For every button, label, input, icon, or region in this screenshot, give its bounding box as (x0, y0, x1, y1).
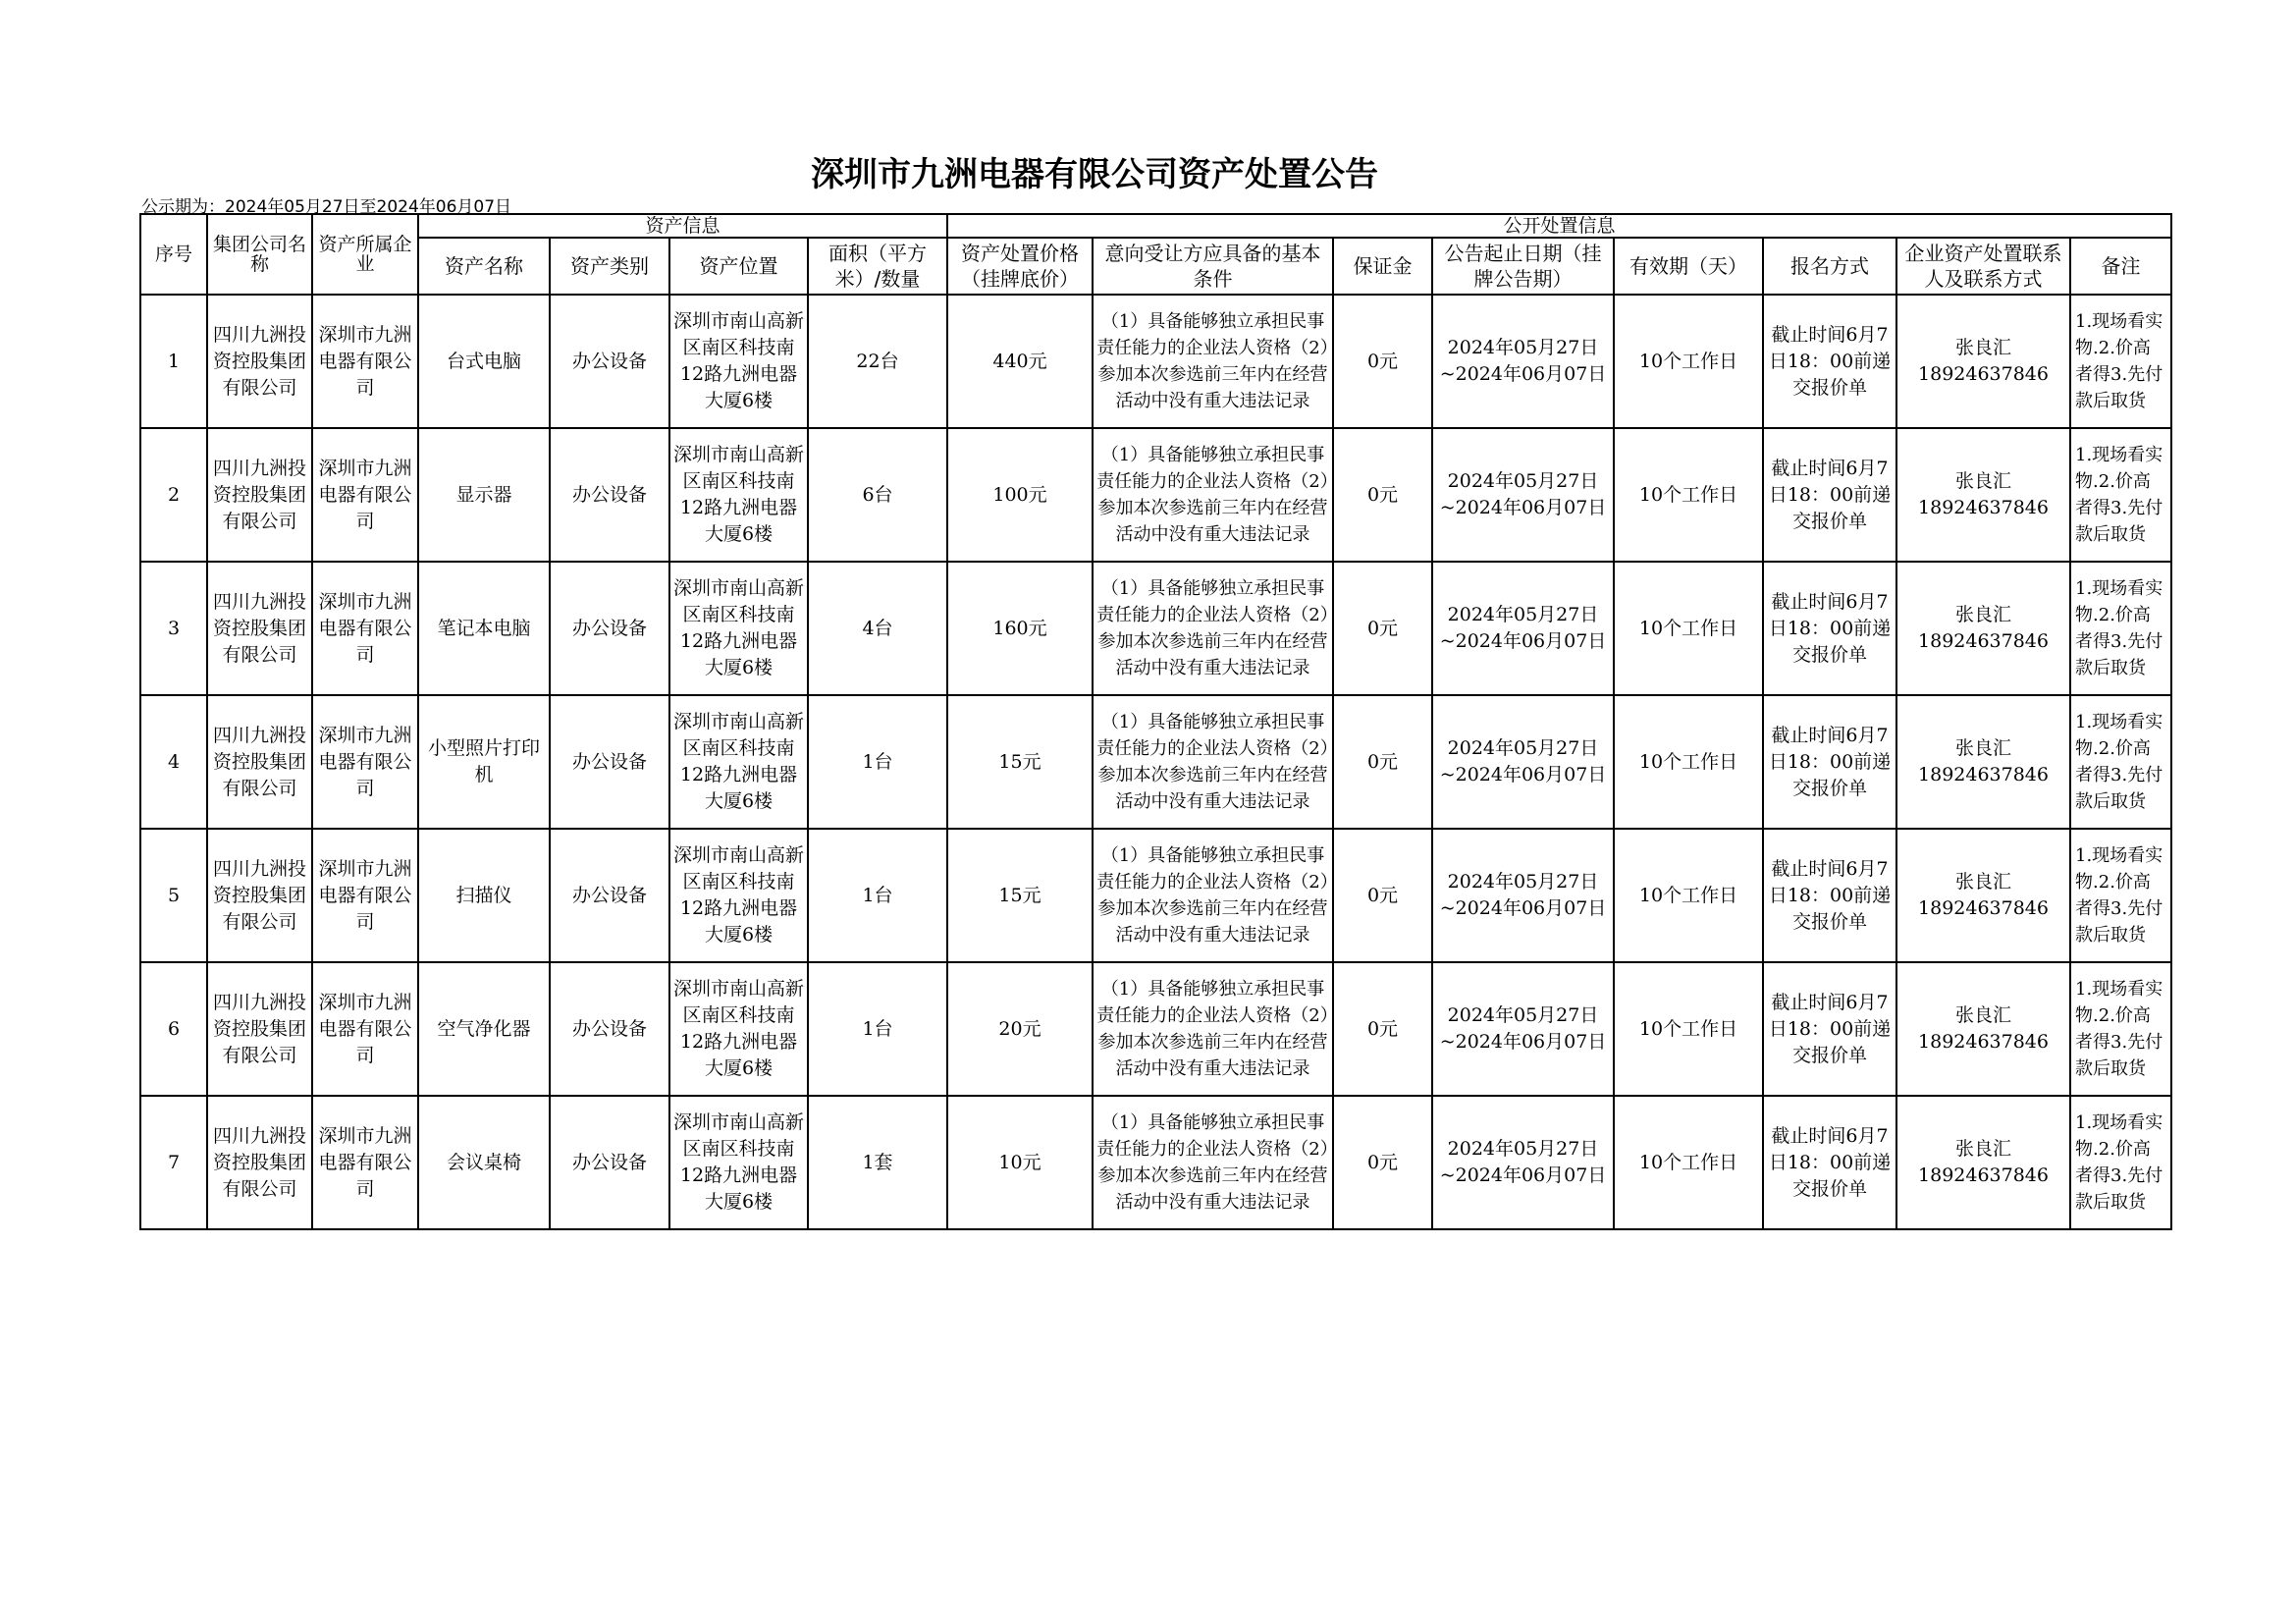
owning-company-cell: 深圳市九洲电器有限公司 (312, 428, 418, 562)
asset-location-cell: 深圳市南山高新区南区科技南12路九洲电器大厦6楼 (669, 1096, 808, 1229)
contact-cell: 张良汇 18924637846 (1896, 428, 2070, 562)
row-number-cell: 3 (140, 562, 207, 695)
price-cell: 15元 (947, 695, 1093, 829)
announcement-dates-cell: 2024年05月27日~2024年06月07日 (1432, 962, 1614, 1096)
validity-cell: 10个工作日 (1614, 562, 1763, 695)
table-row (140, 1096, 2171, 1229)
header-cell: 资产名称 (418, 238, 550, 295)
price-cell: 15元 (947, 829, 1093, 962)
owning-company-cell: 深圳市九洲电器有限公司 (312, 695, 418, 829)
announcement-dates-cell: 2024年05月27日~2024年06月07日 (1432, 829, 1614, 962)
signup-method-cell: 截止时间6月7日18：00前递交报价单 (1763, 829, 1896, 962)
asset-category-cell: 办公设备 (550, 695, 669, 829)
asset-name-cell: 扫描仪 (418, 829, 550, 962)
asset-name-cell: 笔记本电脑 (418, 562, 550, 695)
group-header-asset-info: 资产信息 (418, 214, 947, 238)
conditions-cell: （1）具备能够独立承担民事责任能力的企业法人资格（2）参加本次参选前三年内在经营活动中没有重大违法记录 (1093, 962, 1333, 1096)
group-company-cell: 四川九洲投资控股集团有限公司 (207, 962, 312, 1096)
asset-name-cell: 台式电脑 (418, 295, 550, 428)
asset-location-cell: 深圳市南山高新区南区科技南12路九洲电器大厦6楼 (669, 695, 808, 829)
price-cell: 160元 (947, 562, 1093, 695)
header-cell: 面积（平方米）/数量 (808, 238, 947, 295)
owning-company-cell: 深圳市九洲电器有限公司 (312, 562, 418, 695)
asset-location-cell: 深圳市南山高新区南区科技南12路九洲电器大厦6楼 (669, 562, 808, 695)
validity-cell: 10个工作日 (1614, 1096, 1763, 1229)
validity-cell: 10个工作日 (1614, 962, 1763, 1096)
header-cell: 备注 (2070, 238, 2171, 295)
asset-name-cell: 会议桌椅 (418, 1096, 550, 1229)
row-number-cell: 4 (140, 695, 207, 829)
row-number-cell: 7 (140, 1096, 207, 1229)
contact-cell: 张良汇 18924637846 (1896, 562, 2070, 695)
price-cell: 440元 (947, 295, 1093, 428)
header-cell: 报名方式 (1763, 238, 1896, 295)
owning-company-cell: 深圳市九洲电器有限公司 (312, 295, 418, 428)
header-cell: 资产所属企业 (312, 214, 418, 295)
table-row (140, 829, 2171, 962)
signup-method-cell: 截止时间6月7日18：00前递交报价单 (1763, 962, 1896, 1096)
row-number-cell: 2 (140, 428, 207, 562)
conditions-cell: （1）具备能够独立承担民事责任能力的企业法人资格（2）参加本次参选前三年内在经营活动中没有重大违法记录 (1093, 829, 1333, 962)
group-company-cell: 四川九洲投资控股集团有限公司 (207, 562, 312, 695)
group-company-cell: 四川九洲投资控股集团有限公司 (207, 1096, 312, 1229)
deposit-cell: 0元 (1333, 295, 1432, 428)
announcement-dates-cell: 2024年05月27日~2024年06月07日 (1432, 562, 1614, 695)
table-row (140, 295, 2171, 428)
owning-company-cell: 深圳市九洲电器有限公司 (312, 962, 418, 1096)
quantity-cell: 1台 (808, 962, 947, 1096)
conditions-cell: （1）具备能够独立承担民事责任能力的企业法人资格（2）参加本次参选前三年内在经营活动中没有重大违法记录 (1093, 428, 1333, 562)
owning-company-cell: 深圳市九洲电器有限公司 (312, 1096, 418, 1229)
row-number-cell: 6 (140, 962, 207, 1096)
deposit-cell: 0元 (1333, 428, 1432, 562)
signup-method-cell: 截止时间6月7日18：00前递交报价单 (1763, 428, 1896, 562)
header-cell: 意向受让方应具备的基本条件 (1093, 238, 1333, 295)
deposit-cell: 0元 (1333, 562, 1432, 695)
quantity-cell: 1台 (808, 695, 947, 829)
asset-category-cell: 办公设备 (550, 428, 669, 562)
table-row (140, 962, 2171, 1096)
header-cell: 资产处置价格（挂牌底价） (947, 238, 1093, 295)
asset-location-cell: 深圳市南山高新区南区科技南12路九洲电器大厦6楼 (669, 962, 808, 1096)
group-company-cell: 四川九洲投资控股集团有限公司 (207, 695, 312, 829)
header-cell: 保证金 (1333, 238, 1432, 295)
remark-cell: 1.现场看实物.2.价高者得3.先付款后取货 (2070, 1096, 2171, 1229)
contact-cell: 张良汇 18924637846 (1896, 962, 2070, 1096)
group-header-disposal-info: 公开处置信息 (947, 214, 2171, 238)
group-header-row (140, 214, 2171, 238)
price-cell: 100元 (947, 428, 1093, 562)
deposit-cell: 0元 (1333, 829, 1432, 962)
signup-method-cell: 截止时间6月7日18：00前递交报价单 (1763, 295, 1896, 428)
quantity-cell: 6台 (808, 428, 947, 562)
remark-cell: 1.现场看实物.2.价高者得3.先付款后取货 (2070, 962, 2171, 1096)
announcement-dates-cell: 2024年05月27日~2024年06月07日 (1432, 1096, 1614, 1229)
price-cell: 20元 (947, 962, 1093, 1096)
contact-cell: 张良汇 18924637846 (1896, 695, 2070, 829)
contact-cell: 张良汇 18924637846 (1896, 295, 2070, 428)
header-cell: 集团公司名称 (207, 214, 312, 295)
contact-cell: 张良汇 18924637846 (1896, 1096, 2070, 1229)
document-title: 深圳市九洲电器有限公司资产处置公告 (811, 155, 1378, 194)
group-company-cell: 四川九洲投资控股集团有限公司 (207, 428, 312, 562)
signup-method-cell: 截止时间6月7日18：00前递交报价单 (1763, 695, 1896, 829)
group-company-cell: 四川九洲投资控股集团有限公司 (207, 829, 312, 962)
table-row (140, 695, 2171, 829)
remark-cell: 1.现场看实物.2.价高者得3.先付款后取货 (2070, 829, 2171, 962)
remark-cell: 1.现场看实物.2.价高者得3.先付款后取货 (2070, 695, 2171, 829)
deposit-cell: 0元 (1333, 695, 1432, 829)
quantity-cell: 1套 (808, 1096, 947, 1229)
header-cell: 资产位置 (669, 238, 808, 295)
asset-location-cell: 深圳市南山高新区南区科技南12路九洲电器大厦6楼 (669, 295, 808, 428)
header-cell: 资产类别 (550, 238, 669, 295)
validity-cell: 10个工作日 (1614, 428, 1763, 562)
column-header-row (140, 238, 2171, 295)
conditions-cell: （1）具备能够独立承担民事责任能力的企业法人资格（2）参加本次参选前三年内在经营活动中没有重大违法记录 (1093, 562, 1333, 695)
validity-cell: 10个工作日 (1614, 829, 1763, 962)
validity-cell: 10个工作日 (1614, 695, 1763, 829)
announcement-dates-cell: 2024年05月27日~2024年06月07日 (1432, 295, 1614, 428)
table-row (140, 428, 2171, 562)
header-cell: 序号 (140, 214, 207, 295)
asset-category-cell: 办公设备 (550, 1096, 669, 1229)
owning-company-cell: 深圳市九洲电器有限公司 (312, 829, 418, 962)
row-number-cell: 5 (140, 829, 207, 962)
remark-cell: 1.现场看实物.2.价高者得3.先付款后取货 (2070, 428, 2171, 562)
asset-category-cell: 办公设备 (550, 962, 669, 1096)
remark-cell: 1.现场看实物.2.价高者得3.先付款后取货 (2070, 295, 2171, 428)
signup-method-cell: 截止时间6月7日18：00前递交报价单 (1763, 1096, 1896, 1229)
deposit-cell: 0元 (1333, 1096, 1432, 1229)
quantity-cell: 4台 (808, 562, 947, 695)
deposit-cell: 0元 (1333, 962, 1432, 1096)
quantity-cell: 22台 (808, 295, 947, 428)
announcement-dates-cell: 2024年05月27日~2024年06月07日 (1432, 695, 1614, 829)
publicity-period: 公示期为：2024年05月27日至2024年06月07日 (141, 197, 512, 217)
table-row (140, 562, 2171, 695)
asset-name-cell: 小型照片打印机 (418, 695, 550, 829)
asset-disposal-table (139, 213, 2172, 1230)
asset-category-cell: 办公设备 (550, 829, 669, 962)
asset-category-cell: 办公设备 (550, 295, 669, 428)
group-company-cell: 四川九洲投资控股集团有限公司 (207, 295, 312, 428)
header-cell: 企业资产处置联系人及联系方式 (1896, 238, 2070, 295)
asset-category-cell: 办公设备 (550, 562, 669, 695)
signup-method-cell: 截止时间6月7日18：00前递交报价单 (1763, 562, 1896, 695)
header-cell: 有效期（天） (1614, 238, 1763, 295)
asset-name-cell: 显示器 (418, 428, 550, 562)
row-number-cell: 1 (140, 295, 207, 428)
quantity-cell: 1台 (808, 829, 947, 962)
announcement-dates-cell: 2024年05月27日~2024年06月07日 (1432, 428, 1614, 562)
price-cell: 10元 (947, 1096, 1093, 1229)
conditions-cell: （1）具备能够独立承担民事责任能力的企业法人资格（2）参加本次参选前三年内在经营活动中没有重大违法记录 (1093, 1096, 1333, 1229)
table-body (140, 295, 2171, 1229)
conditions-cell: （1）具备能够独立承担民事责任能力的企业法人资格（2）参加本次参选前三年内在经营活动中没有重大违法记录 (1093, 695, 1333, 829)
header-cell: 公告起止日期（挂牌公告期） (1432, 238, 1614, 295)
asset-location-cell: 深圳市南山高新区南区科技南12路九洲电器大厦6楼 (669, 428, 808, 562)
validity-cell: 10个工作日 (1614, 295, 1763, 428)
asset-name-cell: 空气净化器 (418, 962, 550, 1096)
remark-cell: 1.现场看实物.2.价高者得3.先付款后取货 (2070, 562, 2171, 695)
conditions-cell: （1）具备能够独立承担民事责任能力的企业法人资格（2）参加本次参选前三年内在经营活动中没有重大违法记录 (1093, 295, 1333, 428)
asset-location-cell: 深圳市南山高新区南区科技南12路九洲电器大厦6楼 (669, 829, 808, 962)
contact-cell: 张良汇 18924637846 (1896, 829, 2070, 962)
